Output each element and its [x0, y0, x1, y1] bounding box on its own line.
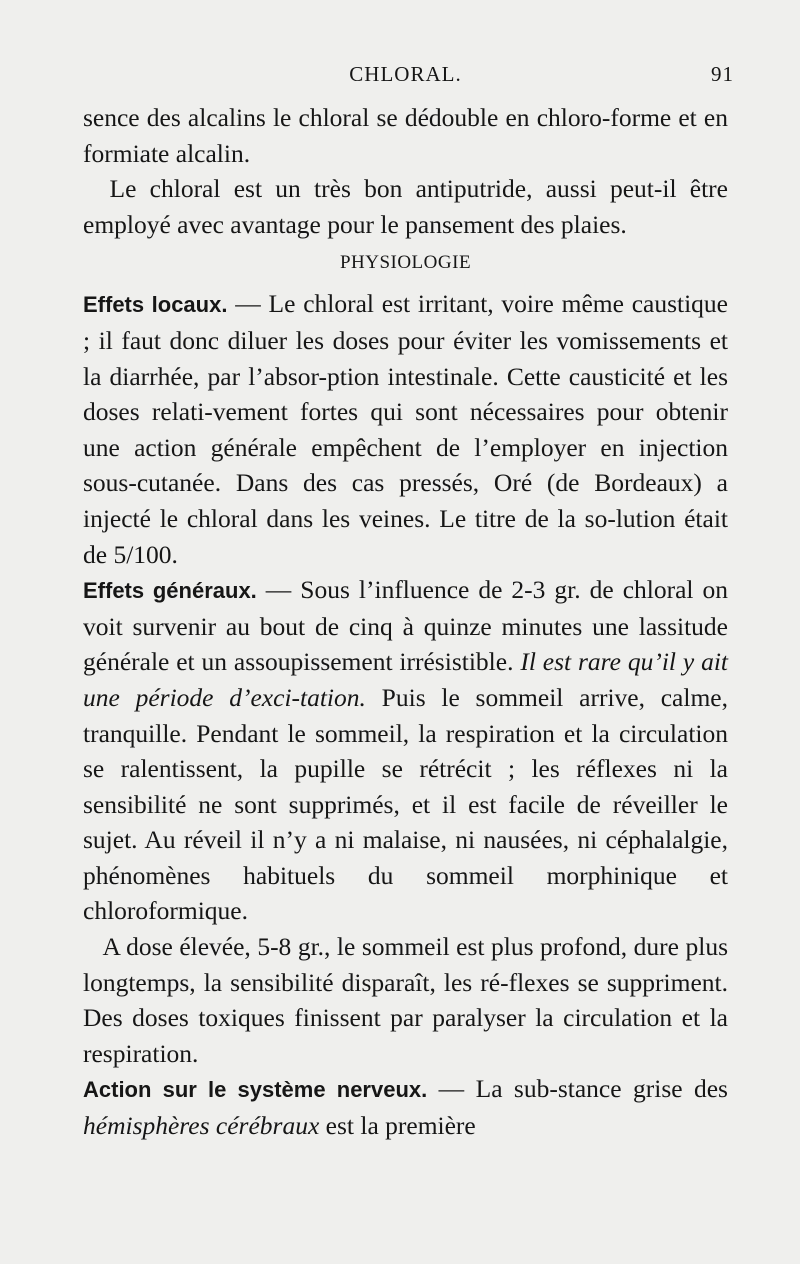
- italic-effets-generaux: Il est rare qu’il y ait une période d’exci-tation.: [83, 647, 728, 712]
- lead-action-nerveux: Action sur le système nerveux.: [83, 1077, 428, 1103]
- text-effets-generaux-2: Puis le sommeil arrive, calme, tranquille. Pendant le sommeil, la respiration et la circulation se ralentissent, la pupille se rétrécit ; les réflexes ni la sensibilité ne sont supprimés, et il est facile de réveiller le sujet. Au réveil il n’y a ni malaise, ni nausées, ni céphalalgie, phénomènes habituels du sommeil morphinique et chloroformique.: [83, 682, 728, 926]
- text-effets-generaux-1: — Sous l’influence de 2-3 gr. de chloral on voit survenir au bout de cinq à quinze minutes une lassitude générale et un assoupissement irrésistible.: [83, 575, 728, 677]
- paragraph-action-nerveux: [83, 1071, 728, 1143]
- paragraph-antiputride-text: Le chloral est un très bon antiputride, aussi peut-il être employé avec avantage pour le pansement des plaies.: [83, 174, 728, 239]
- lead-effets-locaux: Effets locaux.: [83, 292, 228, 318]
- text-dose-elevee: A dose élevée, 5-8 gr., le sommeil est plus profond, dure plus longtemps, la sensibilité disparaît, les ré-flexes se suppriment. Des doses toxiques finissent par paralyser la circulation et la respiration.: [83, 932, 728, 1068]
- paragraph-continuation: sence des alcalins le chloral se dédouble en chloro-forme et en formiate alcalin.: [83, 103, 728, 168]
- page-number: 91: [711, 62, 734, 86]
- text-effets-locaux: — Le chloral est irritant, voire même caustique ; il faut donc diluer les doses pour éviter les vomissements et la diarrhée, par l’absor-ption intestinale. Cette causticité et les doses relati-vement fortes qui sont nécessaires pour obtenir une action générale empêchent de l’employer en injection sous-cutanée. Dans des cas pressés, Oré (de Bordeaux) a injecté le chloral dans les veines. Le titre de la so-lution était de 5/100.: [83, 289, 728, 569]
- paragraph-dose-elevee: [83, 929, 728, 1071]
- text-action-nerveux-2: est la première: [319, 1111, 476, 1141]
- text-action-nerveux-1: — La sub-stance grise des: [427, 1074, 728, 1104]
- body-text: [83, 100, 728, 1144]
- paragraph-effets-locaux: [83, 286, 728, 572]
- italic-action-nerveux: hémisphères cérébraux: [83, 1111, 320, 1141]
- running-title: CHLORAL.: [349, 62, 462, 86]
- section-title: PHYSIOLOGIE: [339, 252, 472, 274]
- paragraph-antiputride: [83, 171, 728, 242]
- lead-effets-generaux: Effets généraux.: [83, 578, 257, 604]
- paragraph-effets-generaux: [83, 572, 728, 929]
- page-header: [83, 62, 734, 100]
